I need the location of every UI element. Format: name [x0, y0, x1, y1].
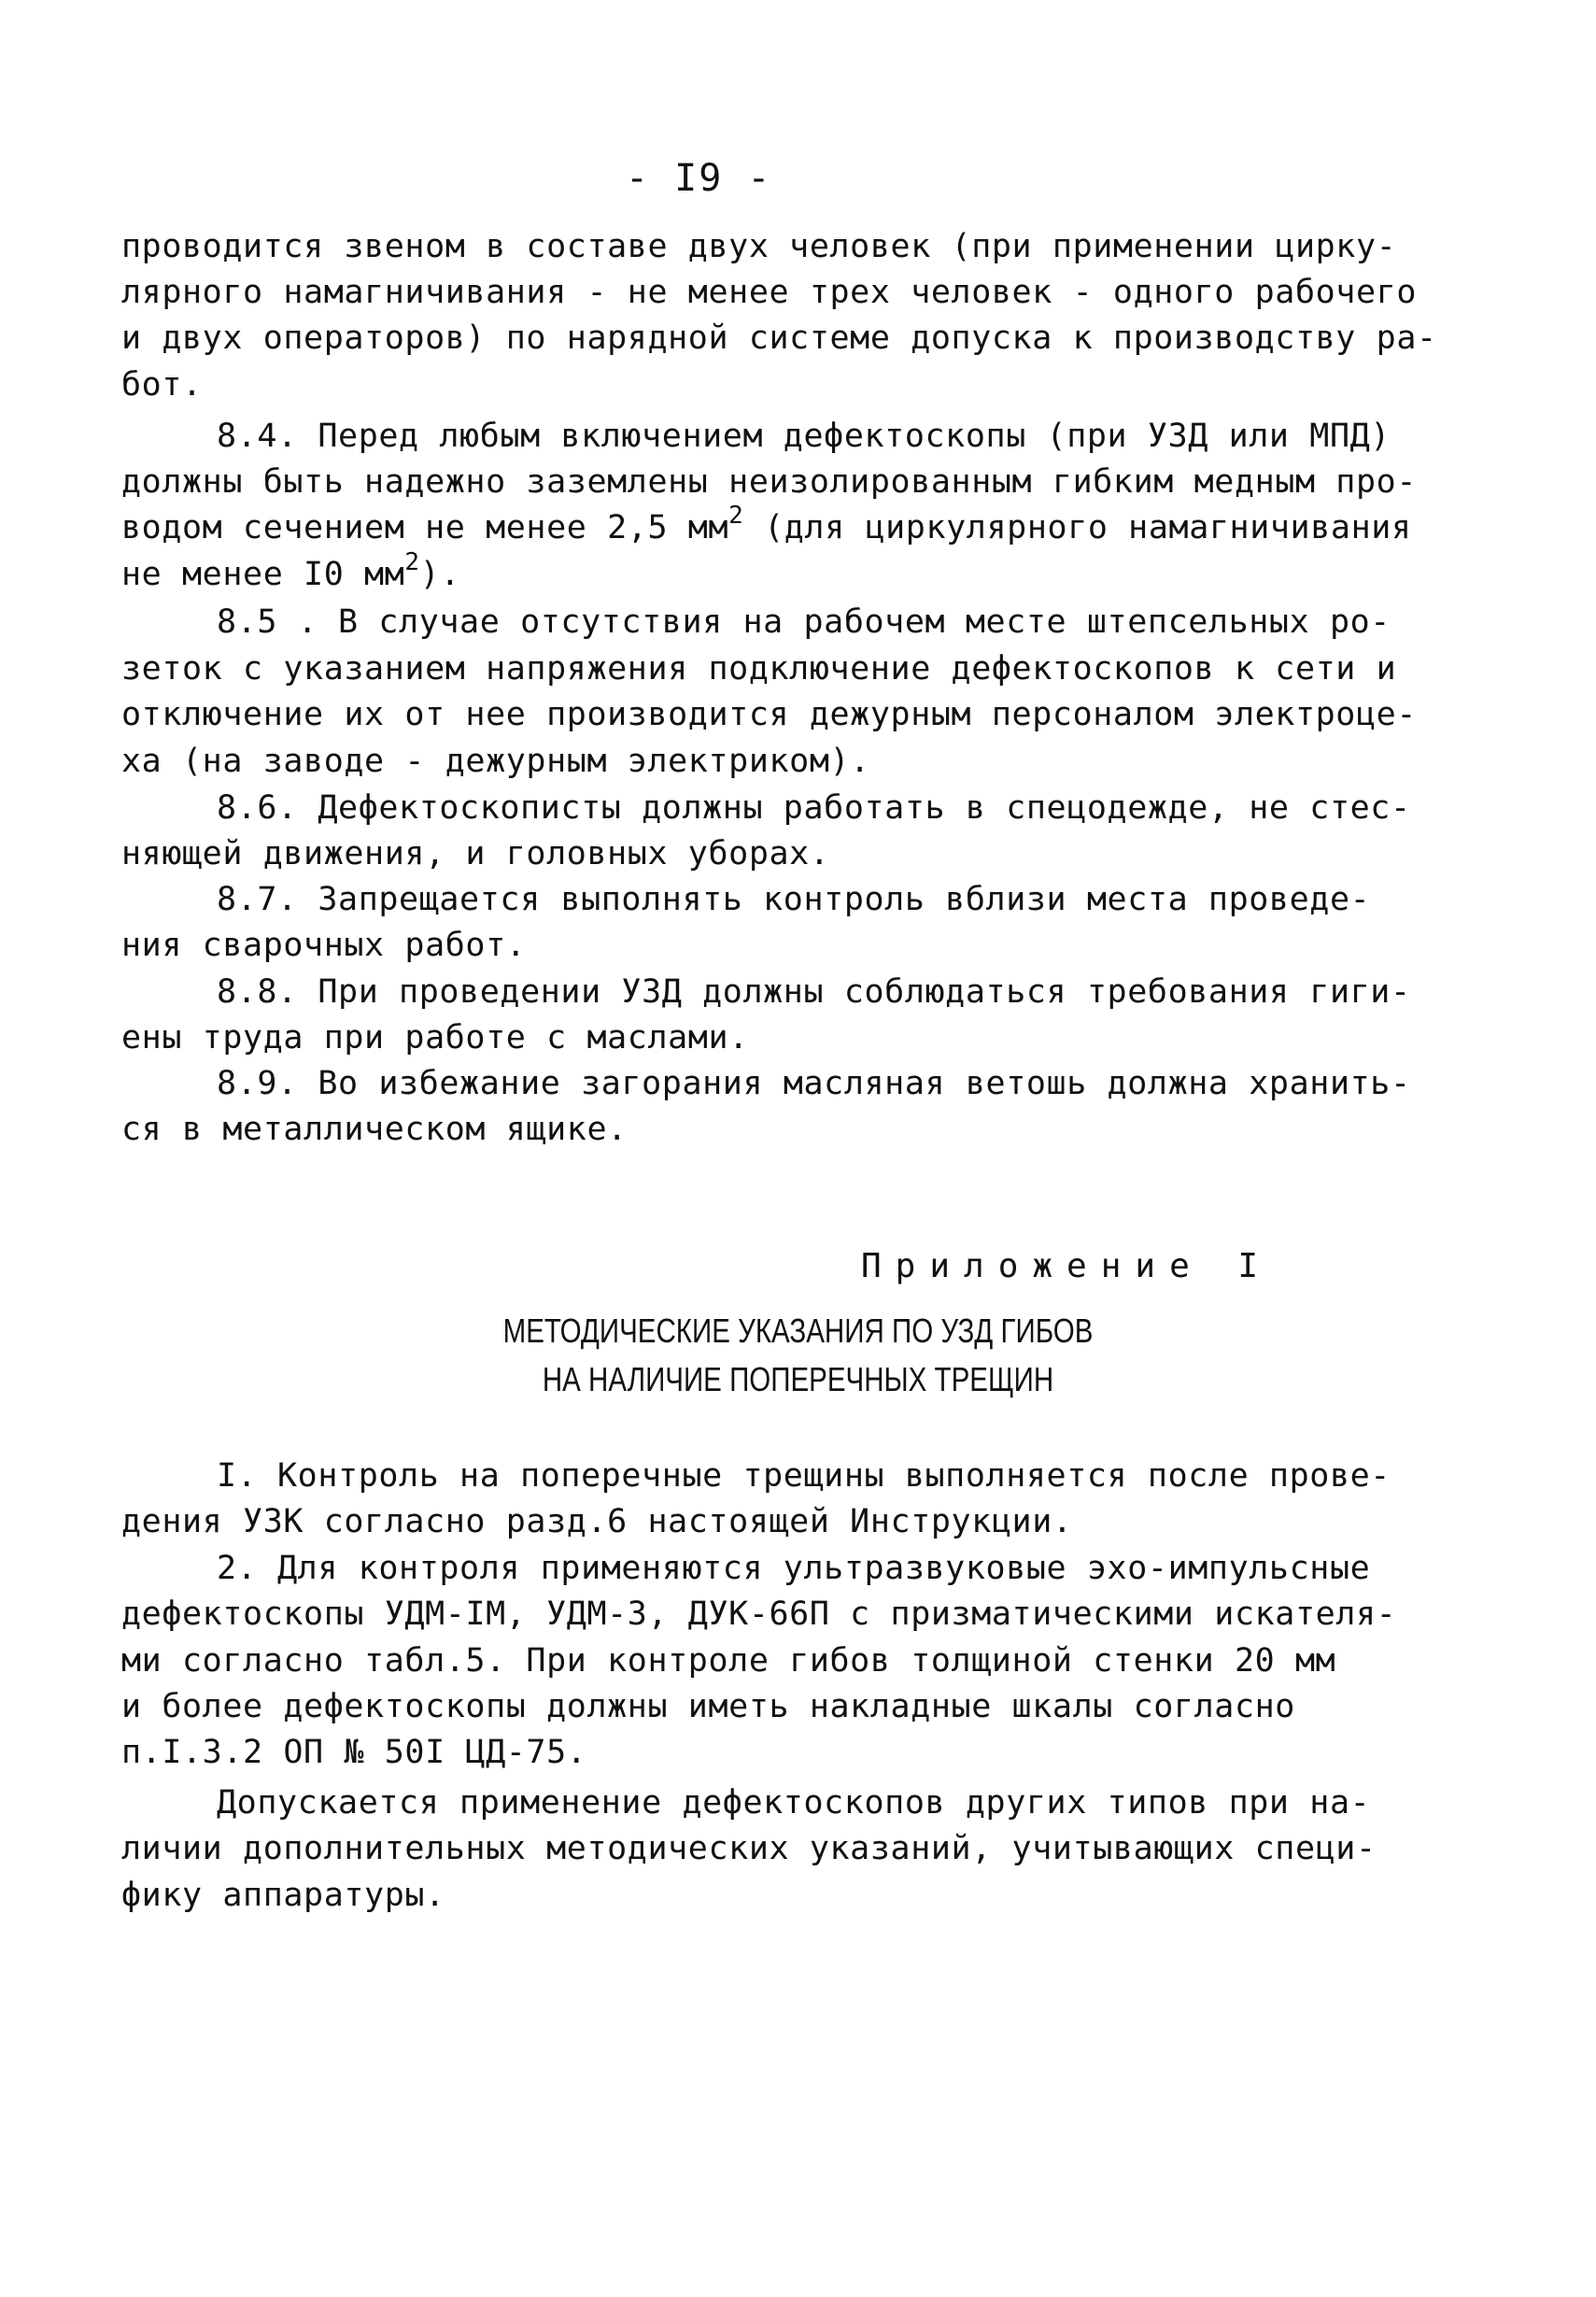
paragraph-line: проводится звеном в составе двух человек (при применении циркy-: [121, 228, 1397, 265]
superscript: 2: [728, 502, 744, 530]
item-8-6-line: няющей движения, и головных уборах.: [121, 835, 830, 872]
page-number: - I9 -: [626, 157, 772, 200]
appendix-item-2-line: дефектоскопы УДМ-IМ, УДМ-3, ДУК-66П с призматическими искателя-: [121, 1595, 1397, 1633]
item-8-5-line: ха (на заводе - дежурным электриком).: [121, 743, 870, 780]
item-8-4-line: должны быть надежно заземлены неизолированным гибким медным про-: [121, 463, 1417, 501]
item-8-9-line: ся в металлическом ящике.: [121, 1111, 628, 1148]
appendix-item-2-line: ми согласно табл.5. При контроле гибов толщиной стенки 20 мм: [121, 1642, 1336, 1680]
appendix-item-2-line: и более дефектоскопы должны иметь накладные шкалы согласно: [121, 1688, 1295, 1725]
item-8-8-line: ены труда при работе с маслами.: [121, 1019, 749, 1056]
appendix-label: Приложение I: [861, 1247, 1273, 1285]
item-8-5-line: 8.5 . В случае отсутствия на рабочем месте штепсельных ро-: [217, 603, 1391, 641]
superscript: 2: [404, 548, 420, 576]
item-8-4-line: 8.4. Перед любым включением дефектоскопы (при УЗД или МПД): [217, 418, 1391, 455]
appendix-title: МЕТОДИЧЕСКИЕ УКАЗАНИЯ ПО УЗД ГИБОВ: [502, 1312, 1094, 1350]
item-8-4-line: не менее I0 $мм^2$).: [121, 548, 461, 593]
paragraph-line: лярного намагничивания - не менее трех человек - одного рабочего: [121, 274, 1417, 311]
item-8-7-line: 8.7. Запрещается выполнять контроль вблизи места проведе-: [217, 881, 1371, 918]
appendix-note-line: фику аппаратуры.: [121, 1877, 445, 1914]
item-8-4-line: водом сечением не менее 2,5 $мм^2$ (для циркулярного намагничивания: [121, 502, 1412, 546]
appendix-item-1-line: I. Контроль на поперечные трещины выполняется после прове-: [217, 1457, 1391, 1495]
item-8-6-line: 8.6. Дефектоскописты должны работать в спецодежде, не стес-: [217, 789, 1411, 827]
paragraph-line: и двух операторов) по нарядной системе допуска к производству ра-: [121, 319, 1437, 357]
appendix-note-line: личии дополнительных методических указаний, учитывающих специ-: [121, 1830, 1377, 1867]
appendix-item-1-line: дения УЗК согласно разд.6 настоящей Инструкции.: [121, 1503, 1073, 1540]
paragraph-line: бот.: [121, 366, 203, 404]
item-8-5-line: зеток с указанием напряжения подключение дефектоскопов к сети и: [121, 650, 1397, 688]
appendix-item-2-line: 2. Для контроля применяются ультразвуковые эхо-импульсные: [217, 1550, 1371, 1587]
appendix-note-line: Допускается применение дефектоскопов других типов при на-: [217, 1784, 1371, 1822]
item-8-5-line: отключение их от нее производится дежурным персоналом электроце-: [121, 696, 1417, 733]
appendix-subtitle: НА НАЛИЧИЕ ПОПЕРЕЧНЫХ ТРЕЩИН: [542, 1360, 1054, 1398]
item-8-7-line: ния сварочных работ.: [121, 927, 527, 964]
item-8-8-line: 8.8. При проведении УЗД должны соблюдаться требования гиги-: [217, 973, 1411, 1011]
appendix-item-2-line: п.I.3.2 ОП № 50I ЦД-75.: [121, 1734, 587, 1771]
item-8-9-line: 8.9. Во избежание загорания масляная ветошь должна хранить-: [217, 1065, 1411, 1102]
